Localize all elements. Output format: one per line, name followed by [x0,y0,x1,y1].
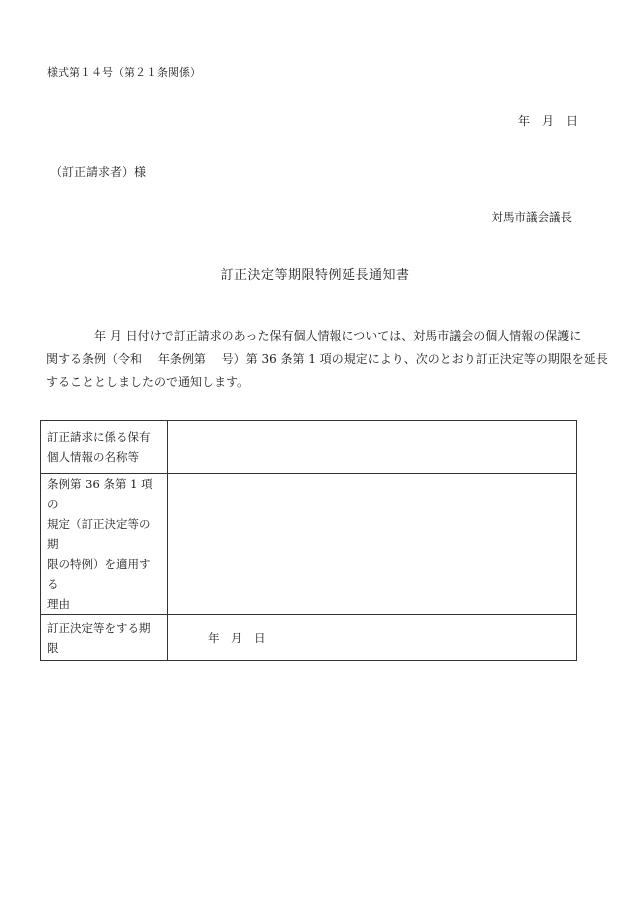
recipient: （訂正請求者）様 [50,165,147,179]
row-label-reason: 条例第 36 条第 1 項の 規定（訂正決定等の期 限の特例）を適用する 理由 [41,474,168,615]
row-value-deadline: 年 月 日 [168,615,577,661]
table-row [41,421,577,474]
date-line: 年 月 日 [517,114,578,128]
body-line-1: 年 月 日付けで訂正請求のあった保有個人情報については、対馬市議会の個人情報の保護に [46,329,582,343]
info-table [40,420,577,661]
row-value-name [168,421,577,474]
row-value-reason [168,474,577,615]
sender: 対馬市議会議長 [491,210,572,224]
table-row [41,615,577,661]
row-label-deadline: 訂正決定等をする期 限 [41,615,168,661]
row-label-name: 訂正請求に係る保有 個人情報の名称等 [41,421,168,474]
body-line-3: することとしましたので通知します。 [46,375,250,389]
form-number: 様式第１４号（第２１条関係） [47,66,201,79]
body-line-2: 関する条例（令和 年条例第 号）第 36 条第 1 項の規定により、次のとおり訂正決定等の期限を延長 [46,352,608,366]
body-paragraph [46,325,608,394]
table-row [41,474,577,615]
document-title: 訂正決定等期限特例延長通知書 [220,268,410,283]
